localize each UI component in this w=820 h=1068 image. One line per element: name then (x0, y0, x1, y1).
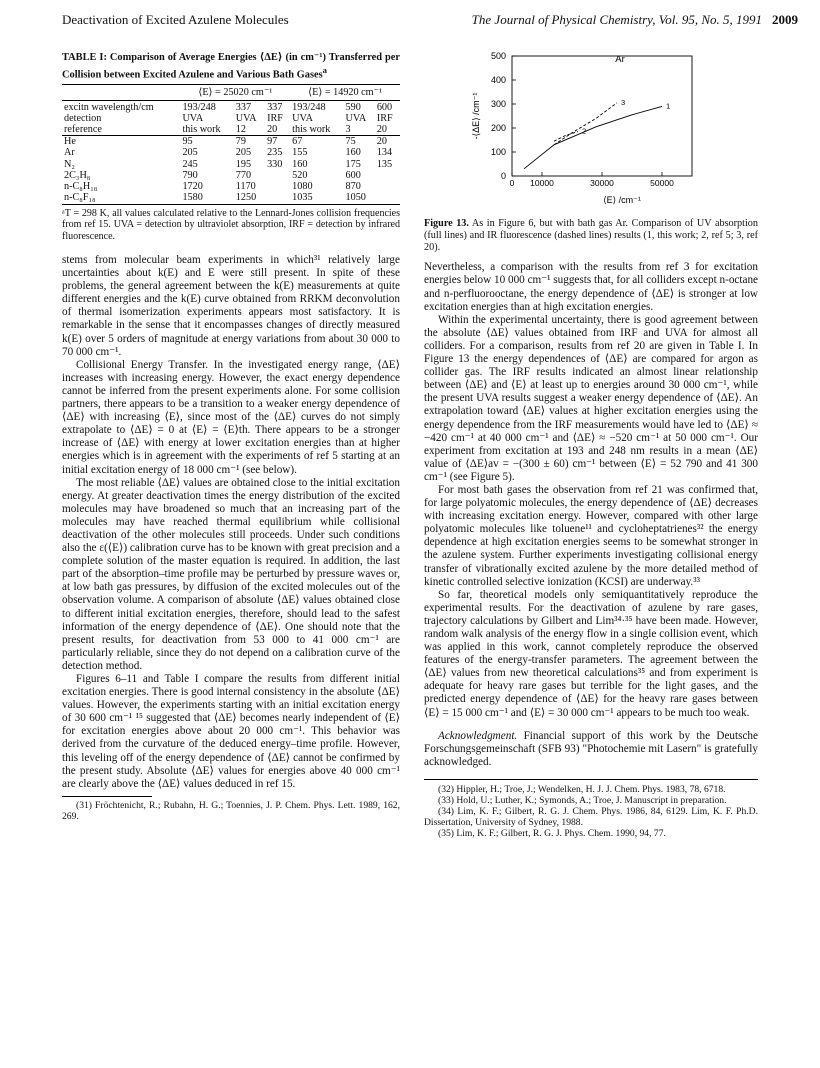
footnote: (31) Fröchtenicht, R.; Rubahn, H. G.; Toennies, J. P. Chem. Phys. Lett. 1989, 162, 269. (62, 799, 400, 822)
table-title: TABLE I: Comparison of Average Energies ⟨ΔE⟩ (in cm⁻¹) Transferred per Collision between Excited Azulene and Various Bath Gases$^a$ (62, 52, 400, 81)
table-cell: this work (290, 124, 343, 136)
table-row (62, 170, 400, 181)
table-cell: 67 (292, 136, 303, 148)
table-cell: 160 (345, 147, 361, 159)
group2-header: ⟨E⟩ = 14920 cm⁻¹ (290, 85, 400, 100)
table-row (62, 136, 400, 148)
paragraph: So far, theoretical models only semiquantitatively reproduce the experimental results. For the deactivation of azulene by rare gases, trajectory calculations by Gilbert and Lim³⁴·³⁵ have been made. However, random walk analysis of the energy flow in a single collision event, which was applied in this work, cannot completely reproduce the observed features of the energy-transfer parameters. The agreement between the ⟨ΔE⟩ values from new theoretical calculations³⁵ and from experiment is adequate for heavy rare gases but terrible for the light gases, and the predicted energy dependence of ⟨ΔE⟩ for the heavy rare gases between ⟨E⟩ = 15 000 cm⁻¹ and ⟨E⟩ = 30 000 cm⁻¹ appears to be much too weak. (424, 588, 758, 719)
table-row (62, 159, 400, 170)
table-cell: 134 (376, 147, 393, 159)
table-row (62, 192, 400, 204)
figure-caption (424, 218, 758, 253)
figure-13-chart (424, 48, 758, 216)
running-header-title: Deactivation of Excited Azulene Molecules (62, 12, 289, 27)
series-line-3 (554, 103, 617, 145)
row-label: 2C₃H₈ (64, 169, 91, 181)
table-cell (375, 192, 400, 204)
table-cell: 600 (345, 169, 361, 181)
table-cell: 205 (235, 147, 252, 159)
footnote: (35) Lim, K. F.; Gilbert, R. G. J. Phys. Chem. 1990, 94, 77. (438, 827, 666, 839)
table-cell: 1170 (235, 181, 256, 193)
table-cell: 205 (182, 147, 198, 159)
acknowledgment (424, 730, 758, 769)
table-cell (265, 192, 290, 204)
table-cell: 20 (375, 124, 400, 136)
table-cell: 770 (235, 169, 252, 181)
paragraph: Figures 6–11 and Table I compare the results from different initial excitation energies. There is good internal consistency in the absolute ⟨ΔE⟩ values. However, the experiments starting with an initial excitation energy of 30 600 cm⁻¹ ¹⁵ suggested that ⟨ΔE⟩ becomes nearly independent of ⟨E⟩ for excitation energies above about 20 000 cm⁻¹. This behavior was derived from the curvature of the deduced energy–time profile. However, this leveling off of the energy dependence of ⟨ΔE⟩ cannot be confirmed by the present study. Absolute ⟨ΔE⟩ values for energies above 40 000 cm⁻¹ are clearly above the ⟨ΔE⟩ values deduced in ref 15. (62, 673, 400, 790)
table-row (62, 113, 400, 124)
group1-header: ⟨E⟩ = 25020 cm⁻¹ (180, 85, 290, 100)
footnote: (32) Hippler, H.; Troe, J.; Wendelken, H. J. J. Chem. Phys. 1983, 78, 6718. (438, 783, 726, 795)
series-label: 3 (621, 97, 626, 107)
y-tick-label: 100 (490, 147, 506, 157)
paragraph: Within the experimental uncertainty, there is good agreement between the absolute ⟨ΔE⟩ values obtained from IRF and UVA for almost all colliders. For a comparison, results from ref 20 are given in Table I. In Figure 13 the energy dependences of ⟨ΔE⟩ are compared for argon as collider gas. The IRF results indicated an almost linear relationship between ⟨ΔE⟩ and ⟨E⟩ at least up to energies around 30 000 cm⁻¹, while the present UVA results suggest a weaker energy dependence of ⟨ΔE⟩. An extrapolation toward ⟨ΔE⟩ values at higher excitation energies using the energy dependence from the IRF measurements would have led to ⟨ΔE⟩ ≈ −420 cm⁻¹ at 40 000 cm⁻¹ and ⟨ΔE⟩ ≈ −520 cm⁻¹ at 50 000 cm⁻¹. Our experiment from excitation at 193 and 248 nm results in a mean ⟨ΔE⟩ value of ⟨ΔE⟩av = −(300 ± 60) cm⁻¹ between ⟨E⟩ = 52 790 and 41 300 cm⁻¹ (see Figure 5). (424, 313, 758, 483)
table-cell: IRF (267, 112, 283, 124)
footnote: (33) Hold, U.; Luther, K.; Symonds, A.; Troe, J. Manuscript in preparation. (438, 794, 727, 806)
table-row (62, 181, 400, 192)
table-cell: 97 (267, 136, 278, 148)
energy-table (62, 84, 400, 204)
table-cell: 193/248 (180, 100, 233, 113)
table-cell: 870 (345, 181, 361, 193)
journal-citation: The Journal of Physical Chemistry, Vol. 95, No. 5, 1991 (471, 12, 762, 27)
table-cell: 337 (234, 100, 265, 113)
row-label: reference (62, 124, 180, 136)
y-axis-label: -⟨ΔE⟩ /cm⁻¹ (471, 92, 481, 140)
row-label: He (64, 136, 76, 148)
table-row (62, 100, 400, 113)
table-cell (265, 181, 290, 192)
page-number: 2009 (772, 12, 798, 27)
table-row (62, 124, 400, 136)
plot-frame (512, 56, 692, 176)
table-cell: 195 (235, 158, 252, 170)
table-cell: 1080 (292, 181, 313, 193)
paragraph: Nevertheless, a comparison with the results from ref 3 for excitation energies below 10 000 cm⁻¹ suggests that, for all colliders except n-octane and n-perfluorooctane, the energy dependence of ⟨ΔE⟩ is stronger at low excitation energies than at high excitation energies. (424, 261, 759, 313)
row-label: detection (64, 112, 102, 124)
row-label: N₂ (64, 158, 75, 170)
left-column (62, 52, 400, 822)
y-tick-label: 0 (500, 171, 506, 181)
series-line-1 (524, 106, 662, 168)
footnote-rule (62, 796, 152, 797)
table-cell: IRF (376, 112, 393, 124)
footnote: (34) Lim, K. F.; Gilbert, R. G. J. Chem. Phys. 1986, 84, 6129. Lim, K. F. Ph.D. Dissertation, University of Sydney, 1988. (424, 805, 758, 828)
x-tick-label: 0 (509, 178, 515, 188)
table-cell: 520 (292, 169, 308, 181)
paragraph: Collisional Energy Transfer. In the investigated energy range, ⟨ΔE⟩ increases with increasing energy. However, the exact energy dependence cannot be inferred from the present experiments alone. For some collision partners, there appears to be a transition to a weaker energy dependence of ⟨ΔE⟩ with increasing ⟨E⟩, since most of the ⟨ΔE⟩ curves do not simply extrapolate to ⟨ΔE⟩ = 0 at ⟨E⟩ = ⟨E⟩th. There appears to be a stronger increase of ⟨ΔE⟩ with energy at lower excitation energies than at higher energies which is in agreement with the experiments of ref 5 starting at an initial excitation energy of 18 000 cm⁻¹ (see below). (62, 358, 400, 476)
table-cell: 12 (234, 124, 265, 136)
y-tick-label: 300 (490, 99, 506, 109)
table-cell: 20 (265, 124, 290, 136)
table-cell: 135 (376, 158, 393, 170)
table-cell: 1580 (180, 192, 233, 204)
table-cell: 160 (292, 158, 308, 170)
table-cell: UVA (292, 112, 313, 124)
row-label: Ar (64, 147, 75, 159)
table-cell: 20 (376, 136, 387, 148)
table-cell: UVA (235, 112, 257, 124)
series-label: 1 (666, 101, 671, 111)
table-cell: UVA (345, 112, 367, 124)
right-column (424, 48, 758, 839)
table-cell: 245 (182, 158, 198, 170)
row-label: excitn wavelength/cm (62, 100, 180, 113)
table-cell: 337 (265, 100, 290, 113)
figure-label: Figure 13. (424, 218, 469, 229)
y-tick-label: 400 (490, 75, 506, 85)
table-cell: 79 (235, 136, 246, 148)
table-cell: 790 (182, 169, 198, 181)
table-cell: 95 (182, 136, 193, 148)
figure-caption-text: As in Figure 6, but with bath gas Ar. Comparison of UV absorption (full lines) and IR fluorescence (dashed lines) results (1, this work; 2, ref 5; 3, ref 20). (424, 218, 758, 253)
paragraph: The most reliable ⟨ΔE⟩ values are obtained close to the initial excitation energy. At greater deactivation times the energy distribution of the excited molecules may have broadened so much that an increasing part of the molecules may have reached thermal equilibrium while collisional deactivation of the other molecules still proceeds. Under such conditions also the ε(⟨E⟩) calibration curve has to be known with great precision and a complete solution of the master equation is required. In addition, the last part of the absorption–time profile may be perturbed by pressure waves or, at low bath gas pressures, by diffusion of the excited molecules out of the observation volume. A comparison of absolute ⟨ΔE⟩ values obtained close to different initial excitation energies, therefore, should lead to the safest information of the energy dependence of ⟨ΔE⟩. One should note that the present results, for deactivation from 53 000 to 41 000 cm⁻¹ are particularly reliable, since they do not depend on a calibration curve of the detection method. (62, 476, 400, 672)
table-row (62, 147, 400, 158)
series-label: 2 (582, 126, 587, 136)
table-cell: 330 (267, 158, 283, 170)
table-cell (265, 170, 290, 181)
table-cell: 590 (344, 100, 375, 113)
table-cell: 1035 (290, 192, 343, 204)
table-cell: 1050 (344, 192, 375, 204)
table-cell: 193/248 (290, 100, 343, 113)
x-tick-label: 10000 (530, 178, 554, 188)
y-tick-label: 500 (490, 51, 506, 61)
table-footnote: ᵃT = 298 K, all values calculated relative to the Lennard-Jones collision frequencies from ref 15. UVA = detection by ultraviolet absorption, IRF = detection by infrared fluorescence. (62, 207, 400, 242)
row-label: n-C₈F₁₈ (62, 192, 180, 204)
table-cell: 235 (267, 147, 283, 159)
table-cell: 1720 (182, 181, 203, 193)
acknowledgment-label: Acknowledgment. (438, 729, 518, 742)
gas-annotation: Ar (615, 54, 625, 65)
paragraph: stems from molecular beam experiments in which³¹ relatively large uncertainties about k(E) and E were still present. In spite of these problems, the general agreement between the k(E) measurements at quite different energies and the k(E) curve obtained from RRKM deconvolution of thermal isomerization experiments appears most satisfactory. It is remarkable in the sense that it encompasses changes of directly measured k(E) over 5 orders of magnitude at energy variations from about 30 000 to 70 000 cm⁻¹. (62, 254, 400, 358)
paragraph: For most bath gases the observation from ref 21 was confirmed that, for large polyatomic molecules, the energy dependence of ⟨ΔE⟩ decreases with increasing excitation energy. However, compared with other large polyatomic molecules like toluene¹¹ and cycloheptatrienes³² the energy dependence at high excitation energies seems to be somewhat stronger in the azulene system. Further experiments investigating collisional energy transfer of vibrationally excited azulene by the more detailed method of kinetic controlled selective ionization (KCSI) are underway.³³ (424, 483, 758, 588)
x-tick-label: 30000 (590, 178, 614, 188)
table-cell: 3 (344, 124, 375, 136)
table-cell: 600 (375, 100, 400, 113)
x-tick-label: 50000 (650, 178, 674, 188)
table-cell: 75 (345, 136, 356, 148)
running-header-journal (472, 12, 798, 28)
table-cell (375, 170, 400, 181)
table-cell: this work (180, 124, 233, 136)
x-axis-label: ⟨E⟩ /cm⁻¹ (603, 195, 641, 205)
table-group-header (62, 85, 400, 100)
figure-13 (424, 48, 758, 216)
table-cell: 175 (345, 158, 361, 170)
table-cell: UVA (182, 112, 204, 124)
acknowledgment-text: Financial support of this work by the Deutsche Forschungsgemeinschaft (SFB 93) "Photochemie mit Lasern" is gratefully acknowledged. (424, 729, 758, 768)
table-cell: 155 (292, 147, 308, 159)
row-label: n-C₈H₁₈ (64, 181, 98, 193)
table-cell: 1250 (234, 192, 265, 204)
y-tick-label: 200 (490, 123, 506, 133)
table-cell (375, 181, 400, 192)
